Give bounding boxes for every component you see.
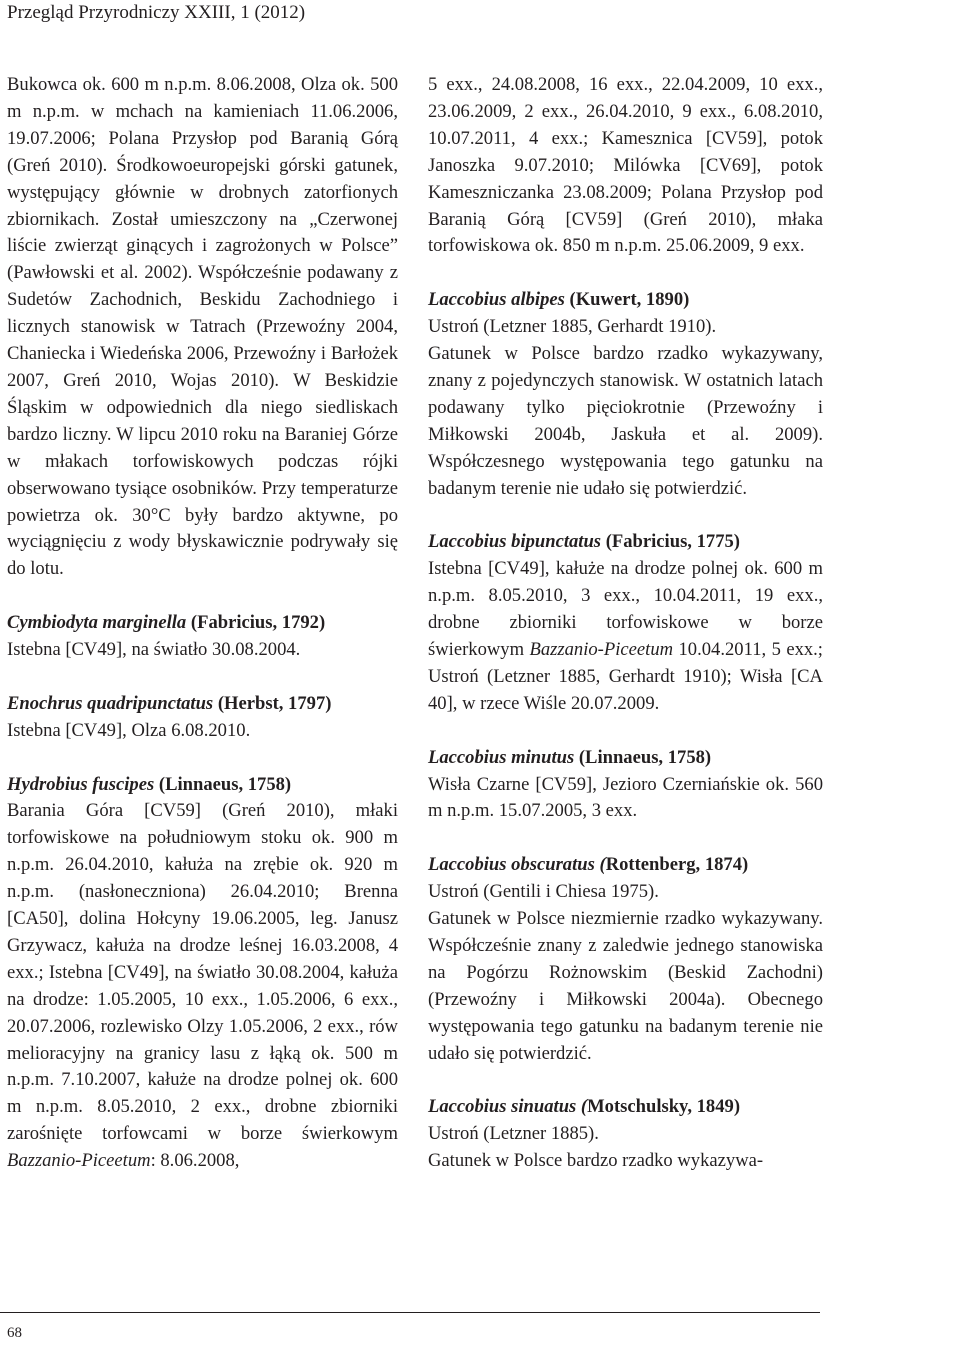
species-name: Laccobius albipes	[428, 289, 565, 311]
species-heading	[428, 745, 823, 772]
species-author: (Linnaeus, 1758)	[578, 746, 712, 768]
species-heading	[428, 1094, 823, 1121]
species-note: Gatunek w Polsce bardzo rzadko wykazywa-	[428, 1150, 764, 1172]
species-author: (Fabricius, 1792)	[190, 612, 326, 634]
species-entry-laccobius-bipunctatus	[428, 529, 823, 717]
species-name: Laccobius minutus	[428, 746, 575, 768]
species-name: Hydrobius fuscipes	[7, 773, 155, 795]
species-entry-cymbiodyta	[7, 610, 398, 664]
hydrobius-continuation: 5 exx., 24.08.2008, 16 exx., 22.04.2009, 10 exx., 23.06.2009, 2 exx., 26.04.2010, 9 exx., 6.08.2010, 10.07.2011, 4 exx.; Kamesznica [CV59], potok Janoszka 9.07.2010; Milówka [CV69], potok Kameszniczanka 23.08.2009; Polana Przysłop pod Baranią Górą [CV59] (Greń 2010), młaka torfowiskowa ok. 850 m n.p.m. 25.06.2009, 9 exx.	[428, 74, 823, 257]
species-record	[7, 798, 398, 1175]
record-text: Barania Góra [CV59] (Greń 2010), młaki torfowiskowe na południowym stoku ok. 900 m n.p.m. 26.04.2010, kałuża na zrębie ok. 920 m n.p.m. (nasłoneczniona) 26.04.2010; Brenna [CA50], dolina Hołcyny 19.06.2005, leg. Janusz Grzywacz, kałuża na drodze leśnej 16.03.2008, 4 exx.; Istebna [CV49], na światło 30.08.2004, kałuża na drodze: 1.05.2005, 10 exx., 1.05.2006, 6 exx., 20.07.2006, rozlewisko Olzy 1.05.2006, 2 exx., rów melioracyjny na granicy lasu z łąką ok. 500 m n.p.m. 7.10.2007, kałuże na drodze polnej ok. 600 m n.p.m. 8.05.2010, 2 exx., drobne zbiorniki zarośnięte torfowcami w borze świerkowym	[7, 800, 398, 1145]
species-name: Enochrus quadripunctatus	[7, 692, 214, 714]
footer-rule	[0, 1312, 820, 1313]
species-record: Ustroń (Gentili i Chiesa 1975).	[428, 881, 659, 903]
species-heading	[428, 287, 823, 314]
species-heading	[428, 852, 823, 879]
species-entry-laccobius-minutus	[428, 745, 823, 826]
habitat-name: Bazzanio-Piceetum	[7, 1150, 151, 1172]
right-column	[428, 72, 823, 1175]
species-name: Laccobius sinuatus (	[428, 1096, 588, 1118]
species-record: Istebna [CV49], na światło 30.08.2004.	[7, 639, 301, 661]
species-author: (Herbst, 1797)	[217, 692, 332, 714]
habitat-name: Bazzanio-Piceetum	[529, 639, 674, 660]
species-heading	[7, 772, 398, 799]
species-note: Gatunek w Polsce bardzo rzadko wykazywany, znany z pojedynczych stanowisk. W ostatnich latach podawany tylko pięciokrotnie (Przewoźny i Miłkowski 2004b, Jaskuła et al. 2009). Współczesnego występowania tego gatunku na badanym terenie nie udało się potwierdzić.	[428, 343, 823, 499]
species-record: Ustroń (Letzner 1885).	[428, 1123, 599, 1145]
species-record	[428, 556, 823, 717]
intro-paragraph: Bukowca ok. 600 m n.p.m. 8.06.2008, Olza ok. 500 m n.p.m. w mchach na kamieniach 11.06.2006, 19.07.2006; Polana Przysłop pod Baranią Górą (Greń 2010). Środkowoeuropejski górski gatunek, występujący głównie w drobnych zatorfionych zbiornikach. Został umieszczony na „Czerwonej liście zwierząt ginących i zagrożonych w Polsce” (Pawłowski et al. 2002). Współcześnie podawany z Sudetów Zachodnich, Beskidu Zachodniego i licznych stanowisk w Tatrach (Przewoźny 2004, Chaniecka i Wiedeńska 2006, Przewoźny i Barłożek 2007, Greń 2010, Wojas 2010). W Beskidzie Śląskim w odpowiednich dla niego siedliskach bardzo liczny. W lipcu 2010 roku na Baraniej Górze w młakach torfowiskowych podczas rójki obserwowano tysiące osobników. Przy temperaturze powietrza ok. 30°C były bardzo aktywne, po wyciągnięciu z wody błyskawicznie podrywały się do lotu.	[7, 74, 398, 580]
species-name: Laccobius bipunctatus	[428, 531, 602, 553]
species-heading	[7, 691, 398, 718]
species-entry-laccobius-albipes	[428, 287, 823, 502]
species-author: (Linnaeus, 1758)	[158, 773, 292, 795]
species-author: (Kuwert, 1890)	[569, 289, 690, 311]
species-author: Motschulsky, 1849)	[587, 1096, 741, 1118]
species-author: Rottenberg, 1874)	[605, 854, 749, 876]
species-note: Gatunek w Polsce niezmiernie rzadko wykazywany. Współcześnie znany z zaledwie jednego stanowiska na Pogórzu Rożnowskim (Beskid Zachodni) (Przewoźny i Miłkowski 2004a). Obecnego występowania tego gatunku na badanym terenie nie udało się potwierdzić.	[428, 908, 823, 1064]
species-name: Cymbiodyta marginella	[7, 612, 187, 634]
species-heading	[7, 610, 398, 637]
species-entry-hydrobius	[7, 772, 398, 1176]
left-column	[7, 72, 398, 1175]
species-record: Ustroń (Letzner 1885, Gerhardt 1910).	[428, 316, 717, 338]
species-record: Wisła Czarne [CV59], Jezioro Czerniańskie ok. 560 m n.p.m. 15.07.2005, 3 exx.	[428, 773, 823, 822]
species-entry-laccobius-obscuratus	[428, 852, 823, 1067]
species-record: Istebna [CV49], Olza 6.08.2010.	[7, 719, 251, 741]
species-name: Laccobius obscuratus (	[428, 854, 606, 876]
species-heading	[428, 529, 823, 556]
species-author: (Fabricius, 1775)	[605, 531, 740, 553]
record-text-end: 10.04.2011, 5 exx.; Ustroń (Letzner 1885, Gerhardt 1910); Wisła [CA 40], w rzece Wiśle 20.07.2009.	[428, 639, 823, 714]
running-header: Przegląd Przyrodniczy XXIII, 1 (2012)	[7, 2, 306, 23]
species-entry-enochrus	[7, 691, 398, 745]
page-number: 68	[7, 1325, 22, 1341]
species-entry-laccobius-sinuatus	[428, 1094, 823, 1175]
record-text-end: : 8.06.2008,	[150, 1150, 240, 1172]
record-text: Istebna [CV49], kałuże na drodze polnej ok. 600 m n.p.m. 8.05.2010, 3 exx., 10.04.2011, 19 exx., drobne zbiorniki torfowiskowe w borze świerkowym	[428, 558, 823, 660]
